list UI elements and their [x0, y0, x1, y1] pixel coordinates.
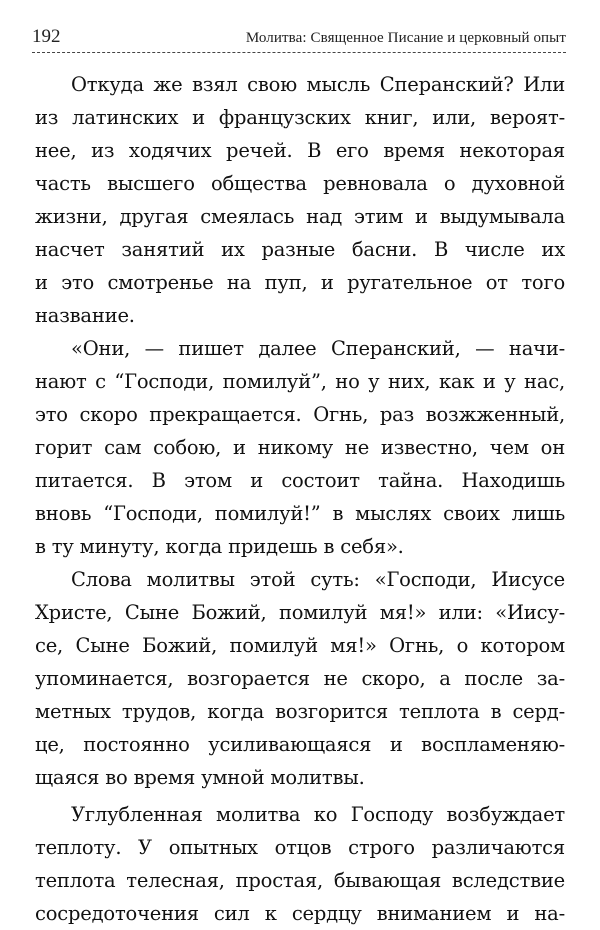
page-number: 192: [32, 26, 61, 47]
text-line: Откуда же взял свою мысль Сперанский? Или: [71, 73, 565, 96]
text-line: Углубленная молитва ко Господу возбуждает: [71, 803, 565, 826]
text-line: название.: [35, 304, 135, 327]
text-line: и это смотренье на пуп, и ругательное от того: [35, 271, 565, 294]
running-title: Молитва: Священное Писание и церковный опыт: [245, 30, 566, 46]
text-line: насчет занятий их разные басни. В числе их: [35, 238, 565, 261]
text-line: «Они, — пишет далее Сперанский, — начи-: [71, 337, 565, 360]
text-line: упоминается, возгорается не скоро, а после за-: [35, 667, 565, 690]
text-line: теплоту. У опытных отцов строго различаются: [35, 836, 565, 859]
text-line: щаяся во время умной молитвы.: [35, 766, 365, 789]
text-line: часть высшего общества ревновала о духовной: [35, 172, 565, 195]
paragraph: [35, 563, 565, 794]
header-divider: [32, 52, 566, 53]
text-line: горит сам собою, и никому не известно, чем он: [35, 436, 565, 459]
text-line: жизни, другая смеялась над этим и выдумывала: [35, 205, 565, 228]
text-line: это скоро прекращается. Огнь, раз возжженный,: [35, 403, 565, 426]
text-line: питается. В этом и состоит тайна. Находишь: [35, 469, 565, 492]
paragraph: [35, 68, 565, 332]
running-header: [32, 26, 566, 50]
paragraph: [35, 798, 565, 930]
text-line: нее, из ходячих речей. В его время некоторая: [35, 139, 565, 162]
text-line: теплота телесная, простая, бывающая вследствие: [35, 869, 565, 892]
text-line: из латинских и французских книг, или, вероят-: [35, 106, 565, 129]
body-text: [35, 68, 565, 930]
text-line: метных трудов, когда возгорится теплота в серд-: [35, 700, 565, 723]
text-line: се, Сыне Божий, помилуй мя!» Огнь, о котором: [35, 634, 565, 657]
text-line: Слова молитвы этой суть: «Господи, Иисусе: [71, 568, 565, 591]
text-line: це, постоянно усиливающаяся и воспламеняю-: [35, 733, 565, 756]
text-line: сосредоточения сил к сердцу вниманием и на-: [35, 902, 565, 925]
text-line: Христе, Сыне Божий, помилуй мя!» или: «Иису-: [35, 601, 565, 624]
text-line: в ту минуту, когда придешь в себя».: [35, 535, 404, 558]
text-line: вновь “Господи, помилуй!” в мыслях своих лишь: [35, 502, 565, 525]
paragraph: [35, 332, 565, 563]
text-line: нают с “Господи, помилуй”, но у них, как и у нас,: [35, 370, 565, 393]
